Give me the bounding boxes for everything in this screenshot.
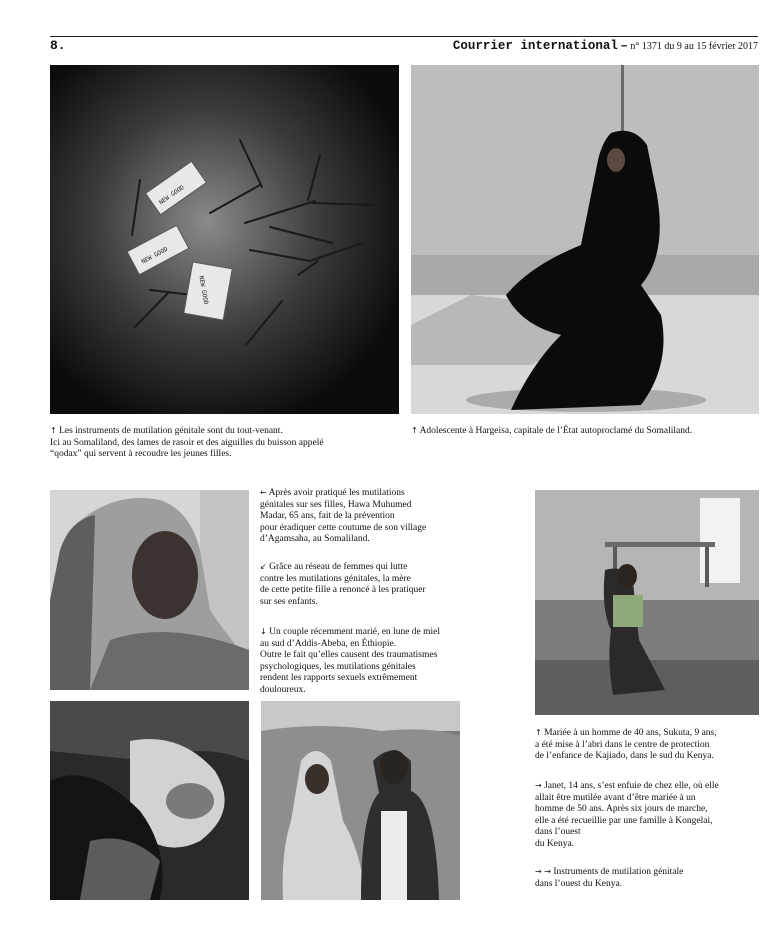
photo-razor-blades-thorns [50, 65, 399, 414]
caption-instruments-kenya: → → Instruments de mutilation génitale dans l’ouest du Kenya. [535, 867, 684, 889]
arrow-right-icon: → [535, 781, 542, 790]
photo-adolescent-hargeisa [411, 65, 759, 414]
arrow-up-icon: ↑ [535, 728, 542, 737]
photo-girl-in-room-kenya [535, 490, 759, 715]
caption-mother: ↙ Grâce au réseau de femmes qui lutte contre les mutilations génitales, la mère de cette petite fille a renoncé à les pratiquer sur ses enfants. [260, 562, 426, 607]
blade-text-1: NEW GOOD [157, 184, 186, 207]
caption-sukuta: ↑ Mariée à un homme de 40 ans, Sukuta, 9 ans, a été mise à l’abri dans le centre de protection de l’enfance de Kajiado, dans le sud du Kenya. [535, 728, 717, 761]
photo-hawa-muhumed-madar [50, 490, 249, 690]
issue-info: n° 1371 du 9 au 15 février 2017 [630, 41, 758, 52]
caption-adolescent: ↑ Adolescente à Hargeisa, capitale de l’État autoproclamé du Somaliland. [411, 426, 693, 436]
arrow-down-icon: ↓ [260, 627, 267, 636]
page-number: 8. [50, 38, 66, 53]
blade-text-2: NEW GOOD [140, 245, 170, 266]
arrow-up-icon: ↑ [50, 426, 57, 435]
arrow-up-icon: ↑ [411, 426, 418, 435]
photo-mother-and-child [50, 701, 249, 900]
header-rule [50, 36, 758, 37]
publication-name: Courrier international [452, 39, 618, 53]
caption-razor-blades: ↑ Les instruments de mutilation génitale sont du tout-venant. Ici au Somaliland, des lames de rasoir et des aiguilles du buisson appelé “qodax” qui servent à recoudre les jeunes filles. [50, 426, 324, 459]
caption-janet: → Janet, 14 ans, s’est enfuie de chez elle, où elle allait être mutilée avant d’être mariée à un homme de 50 ans. Après six jours de marche, elle a été recueillie par une famille à Kongelai, dans l’ouest du Kenya. [535, 781, 719, 849]
masthead [453, 39, 758, 53]
photo-young-couple [261, 701, 460, 900]
masthead-dash: – [620, 39, 628, 53]
caption-hawa: ← Après avoir pratiqué les mutilations génitales sur ses filles, Hawa Muhumed Madar, 65 ans, fait de la prévention pour éradiquer cette coutume de son village d’Agamsaha, au Somaliland. [260, 488, 427, 544]
arrow-left-icon: ← [260, 488, 267, 497]
blade-text-3: NEW GOOD [197, 275, 210, 306]
caption-couple: ↓ Un couple récemment marié, en lune de miel au sud d’Addis-Abeba, en Éthiopie. Outre le fait qu’elles causent des traumatismes psychologiques, les mutilations génitales rendent les rapports sexuels extrêmement douloureux. [260, 627, 441, 695]
arrow-right-double-icon: → → [535, 867, 551, 876]
arrow-down-left-icon: ↙ [260, 562, 267, 571]
